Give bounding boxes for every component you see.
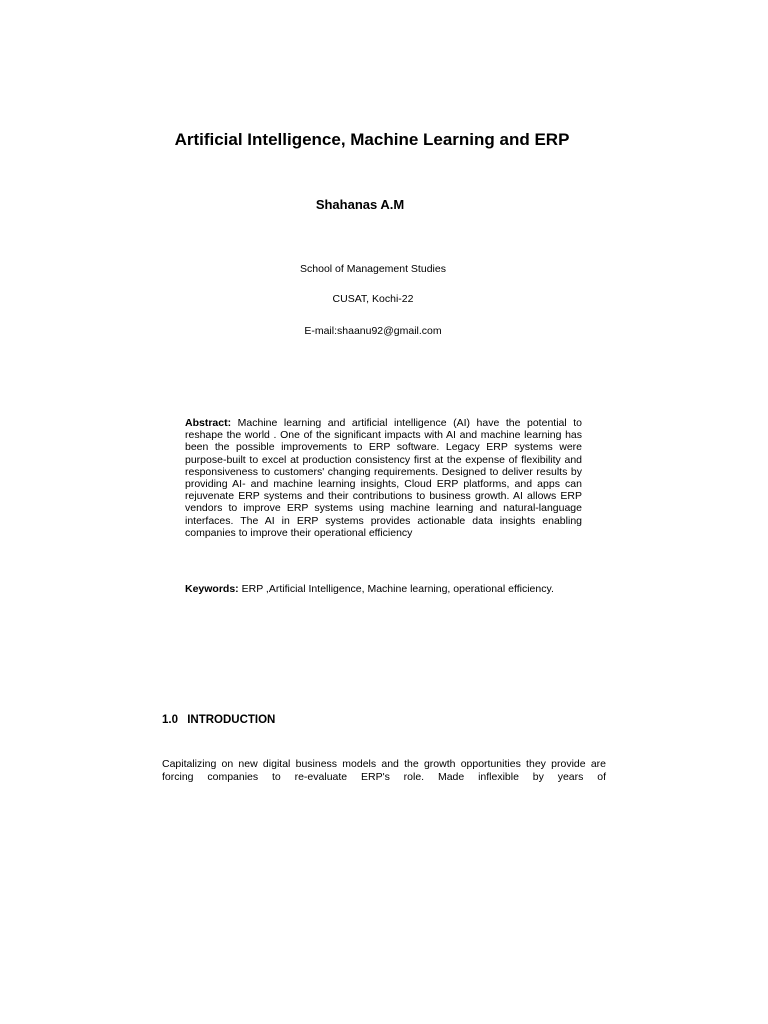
- affiliation-school: School of Management Studies: [300, 263, 446, 275]
- section-number: 1.0: [162, 714, 178, 726]
- paper-title: Artificial Intelligence, Machine Learning and ERP: [174, 130, 570, 149]
- introduction-paragraph: Capitalizing on new digital business models and the growth opportunities they provide are forcing companies to re-evaluate ERP's role. Made inflexible by years of: [162, 758, 606, 783]
- keywords-text: ERP ,Artificial Intelligence, Machine learning, operational efficiency.: [241, 583, 554, 595]
- keywords-block: [185, 583, 582, 595]
- affiliation-location: CUSAT, Kochi-22: [332, 293, 414, 305]
- affiliation-email: E-mail:shaanu92@gmail.com: [304, 325, 442, 337]
- abstract-label: Abstract:: [185, 417, 232, 429]
- section-heading: [162, 714, 275, 726]
- keywords-label: Keywords:: [185, 583, 239, 595]
- author-name: Shahanas A.M: [315, 197, 405, 212]
- abstract-block: [185, 417, 582, 539]
- section-title: INTRODUCTION: [187, 714, 276, 726]
- abstract-text: Machine learning and artificial intelligence (AI) have the potential to reshape the world . One of the significant impacts with AI and machine learning has been the possible improvements to ERP software. Legacy ERP systems were purpose-built to excel at production consistency first at the expense of flexibility and responsiveness to customers' changing requirements. Designed to deliver results by providing AI- and machine learning insights, Cloud ERP platforms, and apps can rejuvenate ERP systems and their contributions to business growth. AI allows ERP vendors to improve ERP systems using machine learning and natural-language interfaces. The AI in ERP systems provides actionable data insights enabling companies to improve their operational efficiency: [185, 417, 583, 539]
